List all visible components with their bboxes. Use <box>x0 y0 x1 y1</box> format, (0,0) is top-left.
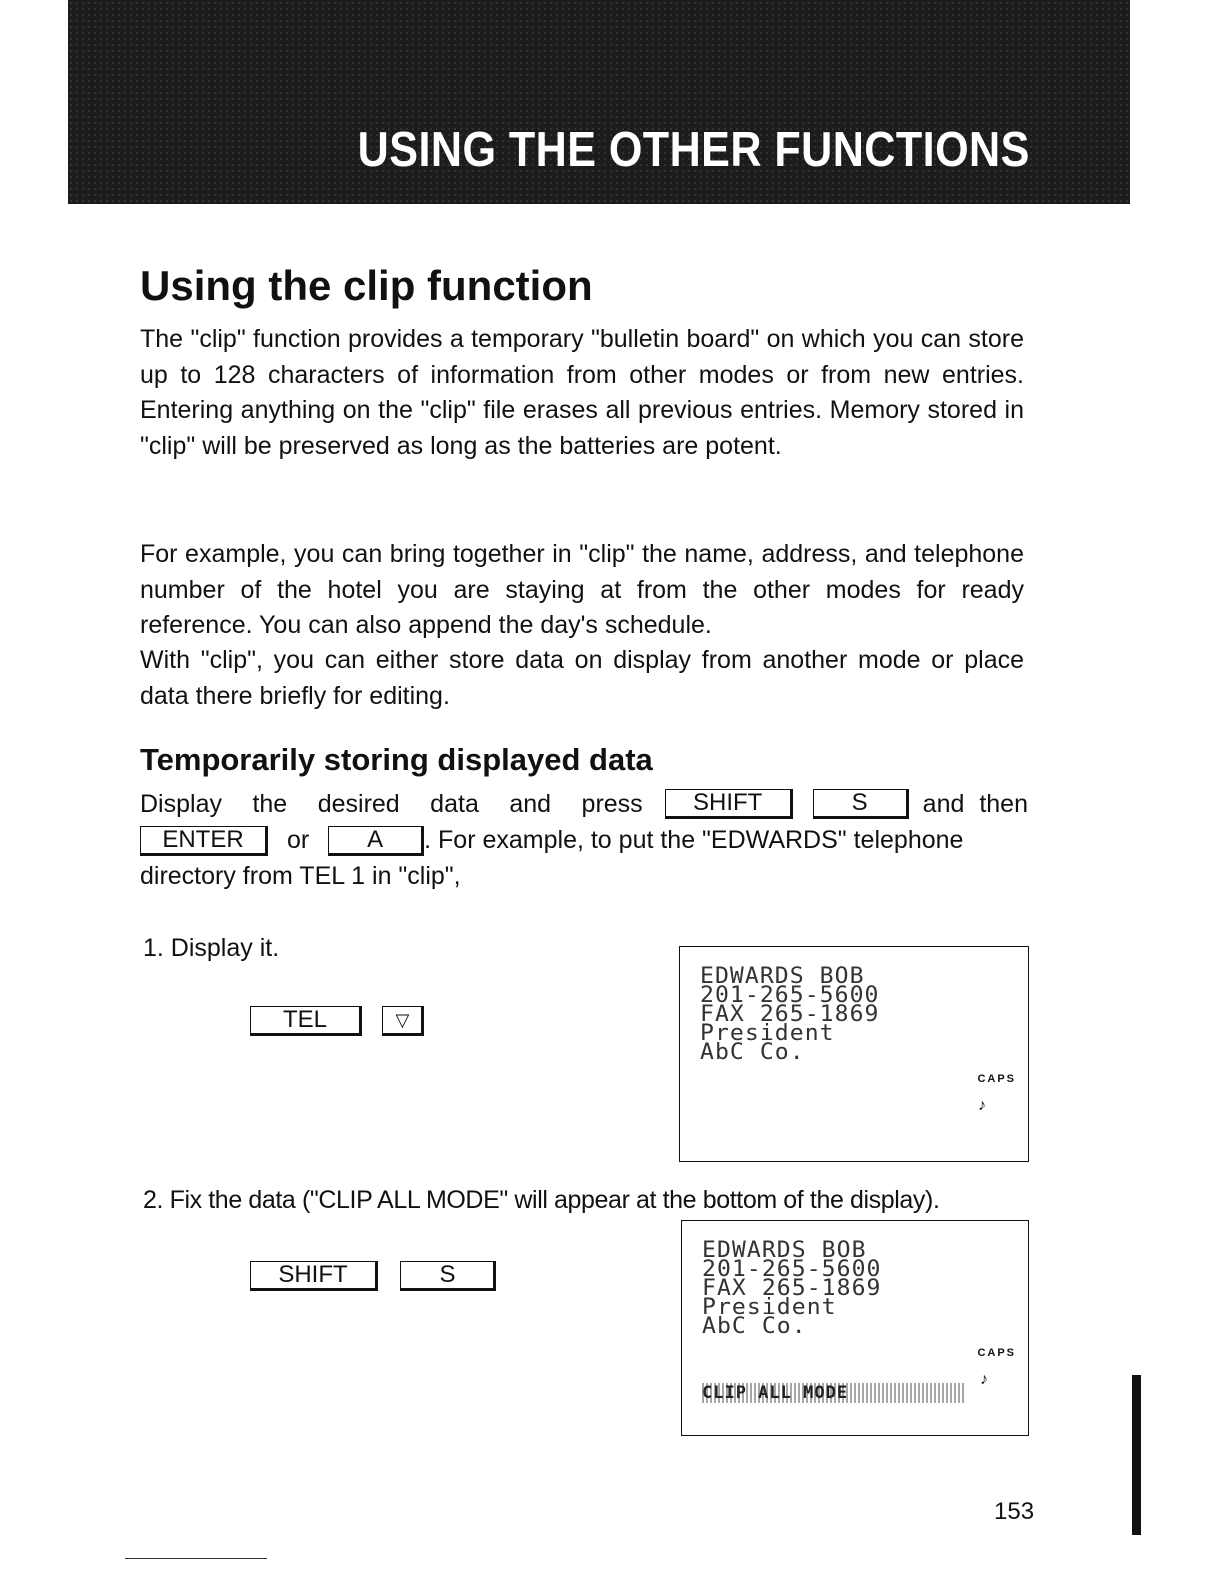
footer-rule <box>125 1558 267 1559</box>
instruction-example-text: . For example, to put the "EDWARDS" telephone <box>424 826 964 854</box>
lcd-line: AbC Co. <box>702 1314 807 1339</box>
enter-key: ENTER <box>140 826 268 856</box>
step-2-label: 2. Fix the data ("CLIP ALL MODE" will appear at the bottom of the display). <box>143 1186 940 1214</box>
lcd-line: EDWARDS BOB <box>702 1238 867 1263</box>
lcd-line: President <box>700 1021 835 1046</box>
chapter-banner <box>68 0 1130 204</box>
tel-key: TEL <box>250 1006 362 1036</box>
caps-indicator: CAPS <box>977 1347 1016 1359</box>
instruction-line-3: directory from TEL 1 in "clip", <box>140 862 461 890</box>
intro-paragraph-1: The "clip" function provides a temporary "bulletin board" on which you can store up to 128 characters of information from other modes or from new entries. Entering anything on the "clip" file erases all previous entries. Memory stored in "clip" will be preserved as long as the batteries are potent. <box>140 325 1024 460</box>
music-note-icon: ♪ <box>978 1097 986 1114</box>
music-note-icon: ♪ <box>980 1371 988 1388</box>
intro-paragraph-2: For example, you can bring together in "clip" the name, address, and telephone number of the hotel you are staying at from the other modes for ready reference. You can also append the day's schedule. <box>140 540 1024 639</box>
lcd-display-1 <box>679 946 1029 1162</box>
a-key: A <box>328 826 424 856</box>
instruction-text-end: and then <box>922 790 1028 818</box>
lcd-line: President <box>702 1295 837 1320</box>
intro-paragraph-3: With "clip", you can either store data on display from another mode or place data there briefly for editing. <box>140 646 1024 710</box>
lcd-line: FAX 265-1869 <box>700 1002 880 1027</box>
lcd-line: FAX 265-1869 <box>702 1276 882 1301</box>
shift-key: SHIFT <box>665 789 793 819</box>
step-2-keys <box>250 1261 496 1291</box>
lcd-display-2 <box>681 1220 1029 1436</box>
or-text: or <box>286 826 310 854</box>
instruction-line-2 <box>140 822 1028 858</box>
lcd-line: 201-265-5600 <box>702 1257 882 1282</box>
instruction-text: Display the desired data and press <box>140 790 643 818</box>
lcd-line: AbC Co. <box>700 1040 805 1065</box>
page-number: 153 <box>994 1498 1035 1525</box>
lcd-text-1 <box>700 964 880 1065</box>
subsection-title: Temporarily storing displayed data <box>140 742 653 777</box>
s-key: S <box>813 789 909 819</box>
lcd-line: 201-265-5600 <box>700 983 880 1008</box>
s-key: S <box>400 1261 496 1291</box>
page-edge-mark <box>1132 1375 1141 1535</box>
clip-all-mode-status: CLIP ALL MODE <box>702 1383 964 1403</box>
lcd-text-2 <box>702 1238 882 1339</box>
lcd-line: EDWARDS BOB <box>700 964 865 989</box>
step-1-label: 1. Display it. <box>143 934 280 962</box>
instruction-line-1 <box>140 786 1028 822</box>
shift-key: SHIFT <box>250 1261 378 1291</box>
chapter-title: USING THE OTHER FUNCTIONS <box>357 123 1030 177</box>
down-arrow-key-icon: ▽ <box>382 1006 424 1036</box>
section-title: Using the clip function <box>140 262 593 309</box>
step-1-keys <box>250 1006 424 1036</box>
caps-indicator: CAPS <box>977 1073 1016 1085</box>
